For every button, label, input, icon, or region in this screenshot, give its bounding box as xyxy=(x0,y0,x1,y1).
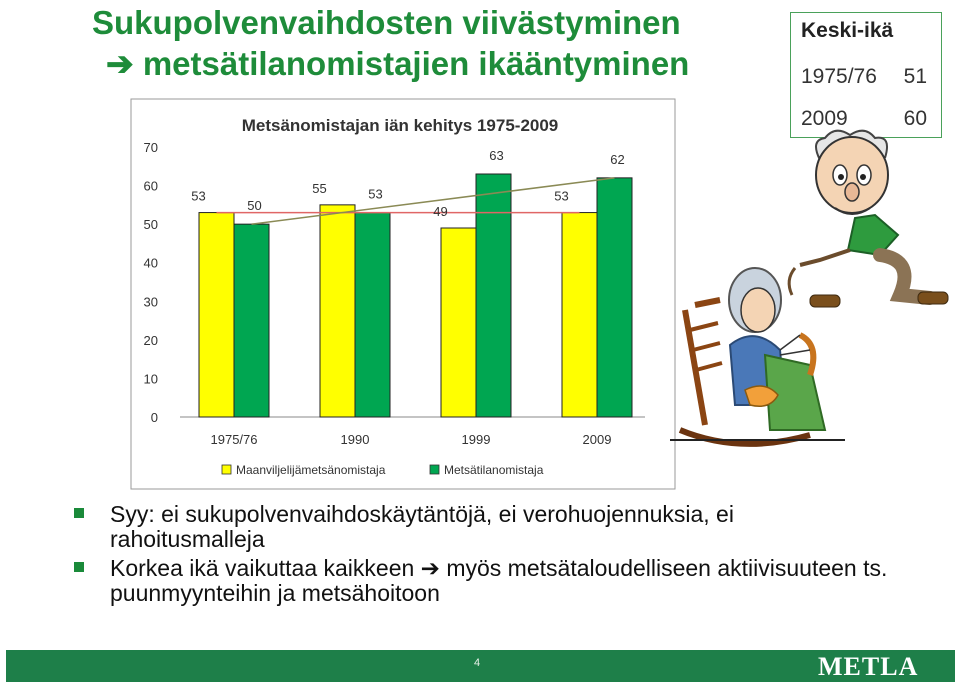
y-tick-label: 60 xyxy=(143,178,158,194)
bar-2-1 xyxy=(234,224,269,417)
data-label: 49 xyxy=(433,204,448,219)
bar-2-2 xyxy=(355,213,390,417)
data-label: 63 xyxy=(489,148,504,163)
bullet-square-icon xyxy=(74,508,84,518)
metla-logo: METLA xyxy=(818,652,919,681)
y-tick-label: 70 xyxy=(143,140,158,155)
y-tick-label: 30 xyxy=(143,294,158,310)
bar-1-4 xyxy=(562,213,597,417)
data-label: 50 xyxy=(247,198,262,214)
bar-1-1 xyxy=(199,213,234,417)
data-label: 53 xyxy=(554,188,569,204)
bar-1-3 xyxy=(441,228,476,417)
keski-ika-value-1: 51 xyxy=(903,65,927,88)
bar-2-4 xyxy=(597,178,632,417)
data-label: 62 xyxy=(610,151,625,167)
data-label: 53 xyxy=(368,186,383,202)
rocking-chair-grandma-clipart xyxy=(660,255,850,455)
x-tick-label: 1999 xyxy=(461,432,491,447)
bullet-text-2a: Korkea ikä vaikuttaa kaikkeen xyxy=(110,555,415,581)
bars xyxy=(199,174,632,417)
bullet-list xyxy=(74,502,894,610)
y-tick-label: 20 xyxy=(143,332,158,348)
legend-label-2: Metsätilanomistaja xyxy=(444,463,544,477)
bullet-text-2b: myös metsätaloudelliseen aktiivisuuteen ts. puunmyynteihin ja metsähoitoon xyxy=(110,555,888,606)
title-line-1: Sukupolvenvaihdosten viivästyminen xyxy=(92,4,681,41)
legend-swatch-2 xyxy=(430,465,439,474)
arrow-icon: ➔ xyxy=(106,45,134,82)
y-tick-label: 40 xyxy=(143,255,158,271)
bullet-item-2 xyxy=(74,556,894,606)
arrow-icon: ➔ xyxy=(420,555,440,581)
x-tick-label: 2009 xyxy=(582,432,612,447)
title-line-2-text: metsätilanomistajien ikääntyminen xyxy=(142,45,690,82)
data-labels xyxy=(191,148,624,219)
bar-2-3 xyxy=(476,174,511,417)
chart-title: Metsänomistajan iän kehitys 1975-2009 xyxy=(241,116,559,135)
y-tick-label: 0 xyxy=(150,410,158,425)
legend-label-1: Maanviljelijämetsänomistaja xyxy=(236,463,386,477)
bar-1-2 xyxy=(320,205,355,417)
keski-ika-heading: Keski-ikä xyxy=(801,19,894,42)
bullet-item-1 xyxy=(74,502,894,552)
x-tick-label: 1975/76 xyxy=(210,432,258,447)
x-axis xyxy=(211,432,612,447)
y-tick-label: 50 xyxy=(143,217,158,233)
footer-bar xyxy=(6,650,955,682)
keski-ika-value-2: 60 xyxy=(903,107,927,130)
keski-ika-label-1: 1975/76 xyxy=(801,65,877,88)
bullet-square-icon xyxy=(74,562,84,572)
data-label: 55 xyxy=(312,180,327,196)
legend-swatch-1 xyxy=(222,465,231,474)
y-tick-label: 10 xyxy=(143,371,158,387)
legend xyxy=(222,463,544,477)
bullet-text-1: Syy: ei sukupolvenvaihdoskäytäntöjä, ei verohuojennuksia, ei rahoitusmalleja xyxy=(110,501,734,552)
keski-ika-label-2: 2009 xyxy=(801,107,848,130)
page-number: 4 xyxy=(474,657,481,669)
x-tick-label: 1990 xyxy=(340,432,370,447)
data-label: 53 xyxy=(191,188,206,204)
